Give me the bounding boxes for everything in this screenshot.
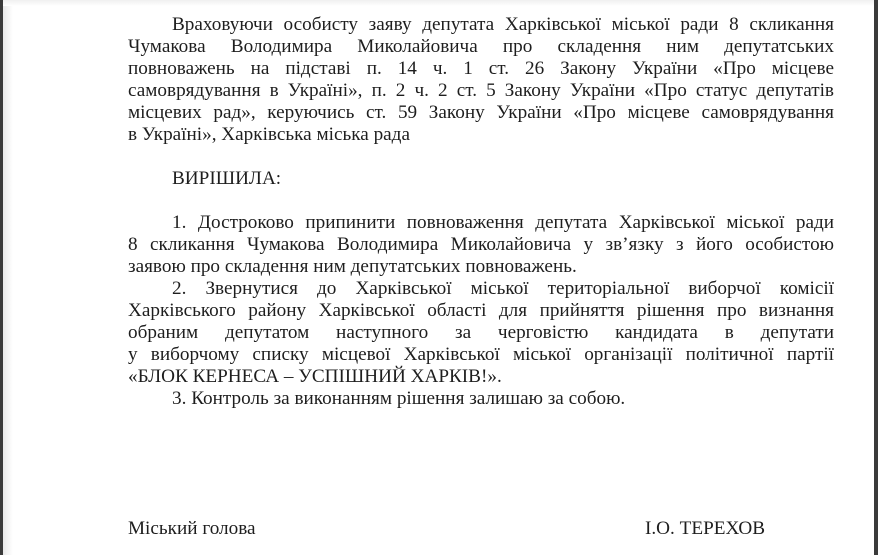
item-line: у виборчому списку місцевої Харківської міської організації політичної партії [128, 344, 834, 365]
page-top-shadow [3, 0, 874, 6]
item-line: Харківського району Харківської області для прийняття рішення про визнання [128, 300, 834, 321]
resolution-item-1 [128, 212, 834, 278]
resolved-heading: ВИРІШИЛА: [172, 168, 282, 189]
resolution-item-3 [128, 388, 834, 410]
item-line: 1. Достроково припинити повноваження депутата Харківської міської ради [172, 212, 834, 233]
item-line: «БЛОК КЕРНЕСА – УСПІШНИЙ ХАРКІВ!». [128, 366, 502, 387]
preamble-paragraph [128, 14, 834, 146]
signatory-name: І.О. ТЕРЕХОВ [645, 518, 766, 539]
item-line: 2. Звернутися до Харківської міської територіальної виборчої комісії [172, 278, 834, 299]
preamble-line: Враховуючи особисту заяву депутата Харківської міської ради 8 скликання [172, 14, 834, 35]
preamble-line: Чумакова Володимира Миколайовича про складення ним депутатських [128, 36, 834, 57]
page-left-shadow [3, 0, 13, 555]
item-line: заявою про складення ним депутатських повноважень. [128, 256, 577, 277]
signatory-title: Міський голова [128, 518, 256, 539]
window-right-border [874, 0, 878, 555]
preamble-line: повноважень на підставі п. 14 ч. 1 ст. 26 Закону України «Про місцеве [128, 58, 834, 79]
preamble-line: місцевих рад», керуючись ст. 59 Закону України «Про місцеве самоврядування [128, 102, 834, 123]
item-line: 8 скликання Чумакова Володимира Миколайовича у зв’язку з його особистою [128, 234, 834, 255]
preamble-line: в Україні», Харківська міська рада [128, 124, 410, 145]
item-line: обраним депутатом наступного за черговістю кандидата в депутати [128, 322, 834, 343]
preamble-line: самоврядування в Україні», п. 2 ч. 2 ст. 5 Закону України «Про статус депутатів [128, 80, 834, 101]
document-page [128, 14, 834, 410]
item-line: 3. Контроль за виконанням рішення залишаю за собою. [172, 388, 626, 409]
resolution-item-2 [128, 278, 834, 388]
